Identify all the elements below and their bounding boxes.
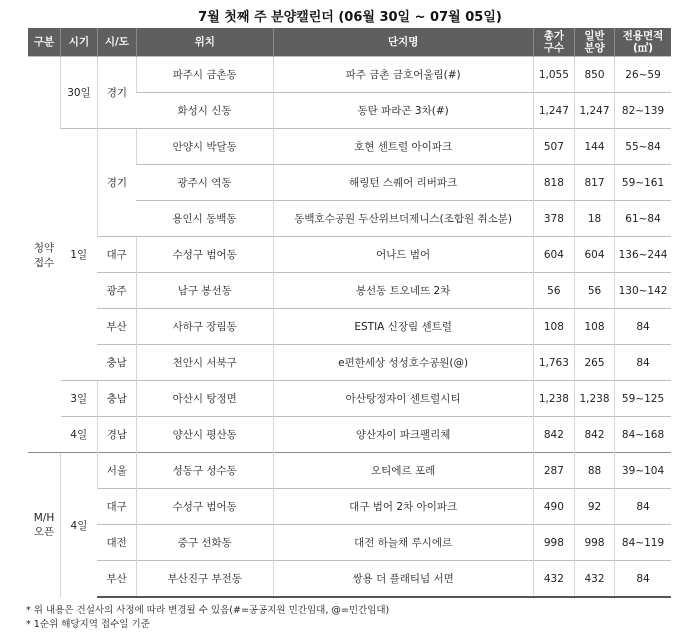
location-cell: 파주시 금촌동 xyxy=(136,57,273,93)
complex-cell: 해링턴 스퀘어 리버파크 xyxy=(273,165,533,201)
table-row xyxy=(28,309,671,345)
total-units-cell: 1,247 xyxy=(533,93,574,129)
area-line-2: (㎡) xyxy=(632,42,654,54)
total-units-cell: 378 xyxy=(533,201,574,237)
complex-cell: 대전 하늘채 루시에르 xyxy=(273,525,533,561)
general-units-cell: 842 xyxy=(574,417,614,453)
location-cell: 천안시 서북구 xyxy=(136,345,273,381)
location-cell: 성동구 성수동 xyxy=(136,453,273,489)
complex-cell: 어나드 범어 xyxy=(273,237,533,273)
col-header-complex: 단지명 xyxy=(273,28,533,57)
table-row xyxy=(28,417,671,453)
region-cell: 경기 xyxy=(97,57,136,129)
col-header-general-units xyxy=(574,28,614,57)
general-units-cell: 604 xyxy=(574,237,614,273)
general-units-cell: 92 xyxy=(574,489,614,525)
complex-cell: 파주 금촌 금호어울림(#) xyxy=(273,57,533,93)
col-header-location: 위치 xyxy=(136,28,273,57)
footnote: * 1순위 해당지역 접수일 기준 xyxy=(26,619,150,630)
table-row xyxy=(28,453,671,489)
general-units-cell: 18 xyxy=(574,201,614,237)
location-cell: 아산시 탕정면 xyxy=(136,381,273,417)
group-label-line-2: 오픈 xyxy=(33,525,55,538)
area-cell: 136~244 xyxy=(615,237,671,273)
region-cell: 충남 xyxy=(97,381,136,417)
table-row xyxy=(28,561,671,598)
general-units-cell: 1,238 xyxy=(574,381,614,417)
location-cell: 중구 선화동 xyxy=(136,525,273,561)
period-cell: 1일 xyxy=(61,129,98,381)
area-cell: 26~59 xyxy=(615,57,671,93)
page-title: 7월 첫째 주 분양캘린더 (06월 30일 ~ 07월 05일) xyxy=(198,10,502,25)
area-cell: 84 xyxy=(615,345,671,381)
total-units-cell: 818 xyxy=(533,165,574,201)
location-cell: 용인시 동백동 xyxy=(136,201,273,237)
area-cell: 82~139 xyxy=(615,93,671,129)
total-units-cell: 842 xyxy=(533,417,574,453)
location-cell: 남구 봉선동 xyxy=(136,273,273,309)
complex-cell: 동탄 파라곤 3차(#) xyxy=(273,93,533,129)
complex-cell: e편한세상 성성호수공원(@) xyxy=(273,345,533,381)
table-row xyxy=(28,129,671,165)
area-cell: 84~119 xyxy=(615,525,671,561)
table-row xyxy=(28,345,671,381)
area-cell: 59~161 xyxy=(615,165,671,201)
general-units-cell: 56 xyxy=(574,273,614,309)
period-cell: 30일 xyxy=(61,57,98,129)
location-cell: 광주시 역동 xyxy=(136,165,273,201)
area-cell: 39~104 xyxy=(615,453,671,489)
location-cell: 수성구 범어동 xyxy=(136,237,273,273)
general-units-cell: 88 xyxy=(574,453,614,489)
group-label-line-1: M/H xyxy=(33,511,55,524)
location-cell: 부산진구 부전동 xyxy=(136,561,273,598)
col-header-area xyxy=(615,28,671,57)
table-row xyxy=(28,57,671,93)
period-cell: 4일 xyxy=(61,453,98,598)
table-row xyxy=(28,381,671,417)
region-cell: 부산 xyxy=(97,309,136,345)
general-units-cell: 850 xyxy=(574,57,614,93)
area-cell: 84 xyxy=(615,561,671,598)
table-row xyxy=(28,489,671,525)
complex-cell: 봉선동 트오네뜨 2차 xyxy=(273,273,533,309)
region-cell: 대구 xyxy=(97,237,136,273)
complex-cell: 아산탕정자이 센트럴시티 xyxy=(273,381,533,417)
area-cell: 59~125 xyxy=(615,381,671,417)
area-cell: 55~84 xyxy=(615,129,671,165)
total-units-line-2: 구수 xyxy=(543,42,564,54)
footnotes xyxy=(26,604,389,632)
complex-cell: 동백호수공원 두산위브더제니스(조합원 취소분) xyxy=(273,201,533,237)
period-cell: 4일 xyxy=(61,417,98,453)
area-line-1: 전용면적 xyxy=(622,30,664,42)
calendar-table xyxy=(28,28,671,598)
region-cell: 대구 xyxy=(97,489,136,525)
region-cell: 경남 xyxy=(97,417,136,453)
location-cell: 안양시 박달동 xyxy=(136,129,273,165)
table-row xyxy=(28,237,671,273)
table-row xyxy=(28,273,671,309)
general-units-cell: 998 xyxy=(574,525,614,561)
col-header-gubun: 구분 xyxy=(28,28,61,57)
col-header-total-units xyxy=(533,28,574,57)
total-units-cell: 604 xyxy=(533,237,574,273)
group-label-line-1: 청약 xyxy=(33,241,55,254)
period-cell: 3일 xyxy=(61,381,98,417)
table-row xyxy=(28,525,671,561)
total-units-cell: 507 xyxy=(533,129,574,165)
general-units-cell: 1,247 xyxy=(574,93,614,129)
location-cell: 사하구 장림동 xyxy=(136,309,273,345)
area-cell: 130~142 xyxy=(615,273,671,309)
complex-cell: 양산자이 파크팰리체 xyxy=(273,417,533,453)
complex-cell: 호현 센트럴 아이파크 xyxy=(273,129,533,165)
complex-cell: 대구 범어 2차 아이파크 xyxy=(273,489,533,525)
complex-cell: ESTIA 신장림 센트럴 xyxy=(273,309,533,345)
general-units-cell: 817 xyxy=(574,165,614,201)
complex-cell: 쌍용 더 플래티넘 서면 xyxy=(273,561,533,598)
general-units-cell: 432 xyxy=(574,561,614,598)
total-units-line-1: 총가 xyxy=(543,30,564,42)
complex-cell: 오티에르 포레 xyxy=(273,453,533,489)
col-header-period: 시기 xyxy=(61,28,98,57)
total-units-cell: 1,055 xyxy=(533,57,574,93)
general-units-cell: 144 xyxy=(574,129,614,165)
total-units-cell: 432 xyxy=(533,561,574,598)
region-cell: 서울 xyxy=(97,453,136,489)
total-units-cell: 108 xyxy=(533,309,574,345)
region-cell: 대전 xyxy=(97,525,136,561)
location-cell: 화성시 신동 xyxy=(136,93,273,129)
col-header-region: 시/도 xyxy=(97,28,136,57)
location-cell: 수성구 범어동 xyxy=(136,489,273,525)
total-units-cell: 998 xyxy=(533,525,574,561)
total-units-cell: 1,763 xyxy=(533,345,574,381)
general-units-cell: 265 xyxy=(574,345,614,381)
area-cell: 61~84 xyxy=(615,201,671,237)
area-cell: 84 xyxy=(615,489,671,525)
region-cell: 부산 xyxy=(97,561,136,598)
group-cell-subscription xyxy=(28,57,61,453)
region-cell: 충남 xyxy=(97,345,136,381)
location-cell: 양산시 평산동 xyxy=(136,417,273,453)
general-units-cell: 108 xyxy=(574,309,614,345)
group-label-line-2: 접수 xyxy=(33,256,55,269)
general-units-line-2: 분양 xyxy=(584,42,605,54)
total-units-cell: 490 xyxy=(533,489,574,525)
footnote: * 위 내용은 건설사의 사정에 따라 변경될 수 있음(#=공공지원 민간임대, @=민간임대) xyxy=(26,605,390,616)
total-units-cell: 56 xyxy=(533,273,574,309)
total-units-cell: 287 xyxy=(533,453,574,489)
area-cell: 84~168 xyxy=(615,417,671,453)
total-units-cell: 1,238 xyxy=(533,381,574,417)
region-cell: 경기 xyxy=(97,129,136,237)
header-row xyxy=(28,28,671,57)
group-cell-model-house xyxy=(28,453,61,598)
area-cell: 84 xyxy=(615,309,671,345)
region-cell: 광주 xyxy=(97,273,136,309)
general-units-line-1: 일반 xyxy=(584,30,605,42)
